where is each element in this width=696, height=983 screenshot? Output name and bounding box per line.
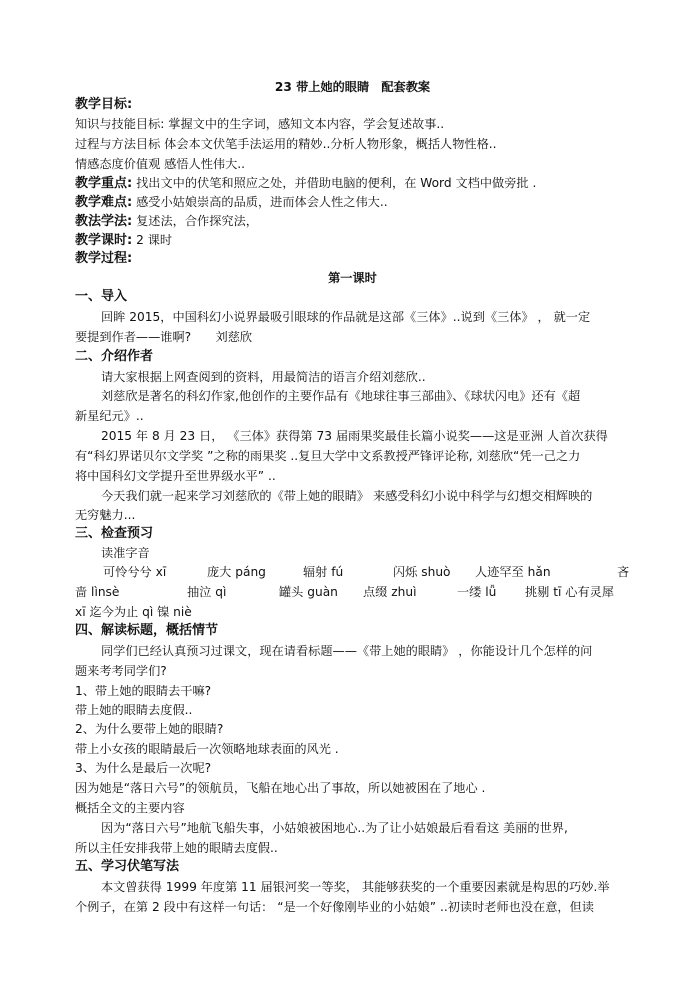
pinyin-item: 一缕 lǚ xyxy=(457,585,497,599)
lesson-title: 第一课时 xyxy=(328,271,377,285)
process-heading: 教学过程: xyxy=(75,251,133,266)
summary-line-1: 因为“落日六号”地航飞船失事，小姑娘被困地心..为了让小姑娘最后看看这 美丽的世界, xyxy=(101,821,568,835)
section-2-line-4: 2015 年 8 月 23 日， 《三体》获得第 73 届雨果奖最佳长篇小说奖——这是亚洲 人首次获得 xyxy=(101,429,608,443)
section-5-line-2: 个例子，在第 2 段中有这样一句话： “是一个好像刚毕业的小姑娘” ..初读时老师也没在意，但读 xyxy=(75,900,594,914)
section-2-line-7: 今天我们就一起来学习刘慈欣的《带上她的眼睛》 来感受科幻小说中科学与幻想交相辉映的 xyxy=(101,489,593,503)
key-points-label: 教学重点: xyxy=(75,176,133,191)
pinyin-item: 庞大 páng xyxy=(207,565,266,579)
goals-heading: 教学目标: xyxy=(75,97,133,112)
hours xyxy=(75,231,172,250)
answer-2: 带上小女孩的眼睛最后一次领略地球表面的风光 . xyxy=(75,742,339,756)
summary-label: 概括全文的主要内容 xyxy=(75,801,185,815)
summary-line-2: 所以主任安排我带上她的眼睛去度假.. xyxy=(75,841,278,855)
section-5-line-1: 本文曾获得 1999 年度第 11 届银河奖一等奖， 其能够获奖的一个重要因素就是构思的巧妙.举 xyxy=(101,880,610,894)
section-5-heading: 五、学习伏笔写法 xyxy=(75,859,180,874)
section-2-line-3: 新星纪元》.. xyxy=(75,409,144,423)
pinyin-item: 辐射 fú xyxy=(303,565,344,579)
goal-emotion: 情感态度价值观 感悟人性伟大.. xyxy=(75,157,246,171)
difficulty xyxy=(75,193,388,212)
page-title: 23 带上她的眼睛 配套教案 xyxy=(274,80,431,94)
section-2-line-1: 请大家根据上网查阅到的资料，用最简洁的语言介绍刘慈欣.. xyxy=(101,370,426,384)
pinyin-item: 人迹罕至 hǎn xyxy=(475,565,551,579)
key-points-text: 找出文中的伏笔和照应之处，并借助电脑的便利，在 Word 文档中做旁批 . xyxy=(132,176,537,190)
difficulty-label: 教学难点: xyxy=(75,195,133,210)
pinyin-item: 吝 xyxy=(617,565,630,579)
answer-1: 带上她的眼睛去度假.. xyxy=(75,703,193,717)
section-1-line-1: 回眸 2015，中国科幻小说界最吸引眼球的作品就是这部《三体》..说到《三体》 ， 就一定 xyxy=(101,310,591,324)
pinyin-row-2 xyxy=(75,583,630,601)
section-3-heading: 三、检查预习 xyxy=(75,526,154,541)
difficulty-text: 感受小姑娘崇高的品质，进而体会人性之伟大.. xyxy=(132,195,388,209)
methods-text: 复述法，合作探究法， xyxy=(132,214,258,228)
section-2-line-2: 刘慈欣是著名的科幻作家,他创作的主要作品有《地球往事三部曲》、《球状闪电》还有《超 xyxy=(101,389,581,403)
question-2: 2、为什么要带上她的眼睛? xyxy=(75,722,224,736)
methods-label: 教法学法: xyxy=(75,214,133,229)
section-2-heading: 二、介绍作者 xyxy=(75,349,154,364)
pinyin-item: 抽泣 qì xyxy=(187,585,227,599)
section-2-line-5: 有“科幻界诺贝尔文学奖 ”之称的雨果奖 ..复旦大学中文系教授严锋评论称, 刘慈欣“凭一己之力 xyxy=(75,449,581,463)
pinyin-row-1 xyxy=(75,563,630,581)
section-1-line-2: 要提到作者——谁啊? 刘慈欣 xyxy=(75,330,253,344)
section-2-line-6: 将中国科幻文学提升至世界级水平” .. xyxy=(75,469,276,483)
pinyin-item: 啬 lìnsè xyxy=(75,585,120,599)
question-3: 3、为什么是最后一次呢? xyxy=(75,761,212,775)
hours-label: 教学课时: xyxy=(75,233,133,248)
pinyin-item: 挑剔 tī 心有灵犀 xyxy=(525,585,615,599)
section-2-line-8: 无穷魅力... xyxy=(75,508,136,522)
section-4-heading: 四、解读标题，概括情节 xyxy=(75,623,219,638)
methods xyxy=(75,212,258,231)
answer-3: 因为她是“落日六号”的领航员，飞船在地心出了事故，所以她被困在了地心 . xyxy=(75,781,486,795)
pinyin-row-3: xī 迄今为止 qì 镍 niè xyxy=(75,605,192,619)
question-1: 1、带上她的眼睛去干嘛? xyxy=(75,684,212,698)
section-4-line-1: 同学们已经认真预习过课文，现在请看标题——《带上她的眼睛》 ，你能设计几个怎样的问 xyxy=(101,644,593,658)
goal-process: 过程与方法目标 体会本文伏笔手法运用的精妙..分析人物形象，概括人物性格.. xyxy=(75,137,497,151)
section-1-heading: 一、导入 xyxy=(75,289,128,304)
pinyin-item: 点缀 zhuì xyxy=(363,585,417,599)
section-4-line-2: 题来考考同学们? xyxy=(75,664,167,678)
hours-text: 2 课时 xyxy=(132,233,173,247)
goal-knowledge: 知识与技能目标: 掌握文中的生字词，感知文本内容，学会复述故事.. xyxy=(75,117,445,131)
pinyin-item: 可怜兮兮 xī xyxy=(103,565,167,579)
pinyin-item: 罐头 guàn xyxy=(279,585,338,599)
key-points xyxy=(75,174,536,193)
section-3-sub: 读准字音 xyxy=(101,546,150,560)
pinyin-item: 闪烁 shuò xyxy=(393,565,451,579)
